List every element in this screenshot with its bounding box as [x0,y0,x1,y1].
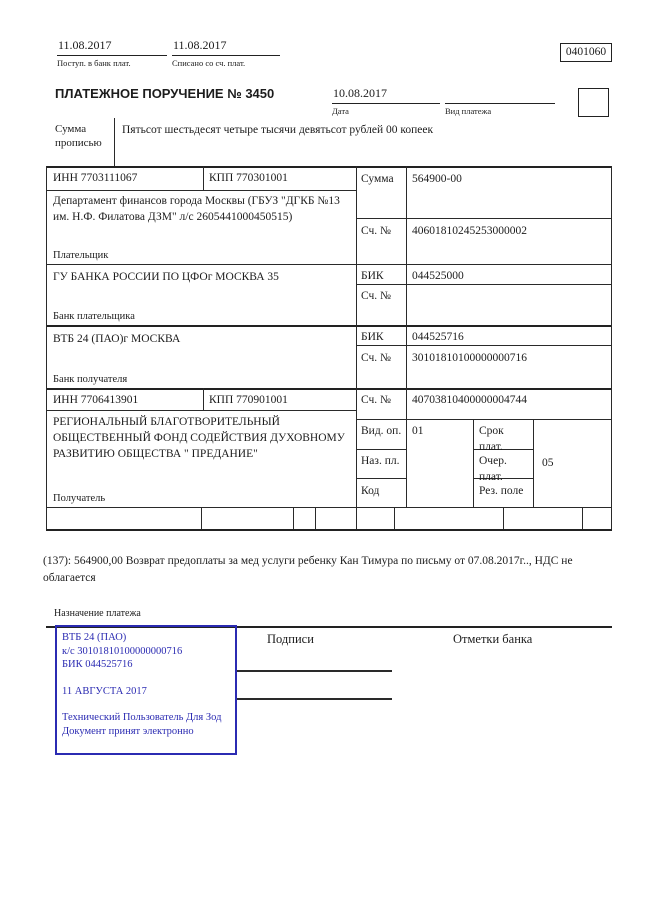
stamp-user: Технический Пользователь Для Зод [62,712,222,723]
payer-bank-account-label: Сч. № [361,290,392,302]
bank-stamp [55,625,237,755]
payer-kpp: КПП 770301001 [209,172,288,184]
bank-marks-heading: Отметки банка [453,632,533,646]
payee-account-label: Сч. № [361,394,392,406]
signatures-heading: Подписи [267,632,314,646]
grid-line [46,190,356,191]
grid-line [46,388,612,390]
payer-bank-name: ГУ БАНКА РОССИИ ПО ЦФОг МОСКВА 35 [53,271,279,283]
payee-kpp: КПП 770901001 [209,394,288,406]
payment-table [46,166,612,529]
amount-words-label: Сумма прописью [55,123,102,149]
grid-line [315,507,316,529]
grid-line [503,507,504,529]
grid-line [356,478,406,479]
received-date-value: 11.08.2017 [57,38,167,56]
document-date-value: 10.08.2017 [332,86,440,104]
payee-bank-bik-label: БИК [361,331,384,343]
payee-bank-account: 30101810100000000716 [412,352,527,364]
grid-line [46,264,612,265]
grid-line [406,166,407,507]
grid-line [394,507,395,529]
received-date-label: Поступ. в банк плат. [57,58,131,68]
payee-name: РЕГИОНАЛЬНЫЙ БЛАГОТВОРИТЕЛЬНЫЙ ОБЩЕСТВЕННЫЙ ФОНД СОДЕЙСТВИЯ ДУХОВНОМУ РАЗВИТИЮ ОБЩЕСТВА " ПРЕДАНИЕ" [53,416,345,460]
payee-section-label: Получатель [53,493,106,504]
grid-line [356,284,612,285]
debited-date-value: 11.08.2017 [172,38,280,56]
due-date-label: Срок плат. [479,425,504,453]
grid-line [201,507,202,529]
priority-label: Очер. плат. [479,455,507,483]
payment-type-field [445,86,555,116]
grid-line [203,388,204,410]
payer-section-label: Плательщик [53,250,109,261]
grid-line [46,410,356,411]
stamp-bank-name: ВТБ 24 (ПАО) [62,632,127,643]
code-label: Код [361,485,380,497]
received-date-field [57,38,167,68]
purpose-label: Назначение платежа [54,608,141,619]
grid-line [473,419,474,507]
payee-account: 40703810400000004744 [412,394,527,406]
purpose-text: (137): 564900,00 Возврат предоплаты за мед услуги ребенку Кан Тимура по письму от 07.08.2017г.., НДС не облагается [43,555,573,584]
payer-bank-bik: 044525000 [412,270,464,282]
payer-bank-section-label: Банк плательщика [53,311,135,322]
payer-account-label: Сч. № [361,225,392,237]
grid-line [611,166,612,529]
document-date-label: Дата [332,106,349,116]
amount-words-value: Пятьсот шестьдесят четыре тысячи девятьсот рублей 00 копеек [122,124,434,136]
payer-inn: ИНН 7703111067 [53,172,138,184]
reserve-field-label: Рез. поле [479,485,524,497]
stamp-corr-account: к/с 30101810100000000716 [62,645,183,657]
form-code-box: 0401060 [560,43,612,62]
grid-line [46,325,612,327]
op-type-value: 01 [412,425,424,437]
grid-line [46,507,612,508]
status-box [578,88,609,117]
page-title: ПЛАТЕЖНОЕ ПОРУЧЕНИЕ № 3450 [55,86,275,101]
payee-bank-account-label: Сч. № [361,352,392,364]
priority-value: 05 [542,457,554,469]
document-date-field [332,86,440,116]
grid-line [203,166,204,190]
grid-line [46,166,47,529]
stamp-bik: БИК 044525716 [62,659,133,670]
grid-line [356,166,357,529]
signature-line-1 [235,670,392,672]
payee-bank-section-label: Банк получателя [53,374,128,385]
payment-type-label: Вид платежа [445,106,492,116]
grid-line [114,118,115,166]
grid-line [356,218,612,219]
payee-bank-bik: 044525716 [412,331,464,343]
payee-bank-name: ВТБ 24 (ПАО)г МОСКВА [53,333,181,345]
payer-account: 40601810245253000002 [412,225,527,237]
payer-bank-bik-label: БИК [361,270,384,282]
grid-line [582,507,583,529]
grid-line [356,449,406,450]
grid-line [356,345,612,346]
sum-value: 564900-00 [412,173,462,185]
stamp-spacer [62,672,230,685]
debited-date-field [172,38,280,68]
payer-name: Департамент финансов города Москвы (ГБУЗ "ДГКБ №13 им. Н.Ф. Филатова ДЗМ" л/с 2605441000450515) [53,195,340,223]
payment-type-line [445,86,555,104]
op-type-label: Вид. оп. [361,425,402,437]
grid-line [293,507,294,529]
stamp-spacer [62,698,230,711]
payee-inn: ИНН 7706413901 [53,394,139,406]
grid-line [356,419,612,420]
grid-line [46,529,612,531]
debited-date-label: Списано со сч. плат. [172,58,246,68]
stamp-status: Документ принят электронно [62,725,194,737]
grid-line [46,166,612,168]
sum-label: Сумма [361,173,394,185]
signature-line-2 [235,698,392,700]
stamp-date: 11 АВГУСТА 2017 [62,685,147,697]
purpose-code-label: Наз. пл. [361,455,400,467]
